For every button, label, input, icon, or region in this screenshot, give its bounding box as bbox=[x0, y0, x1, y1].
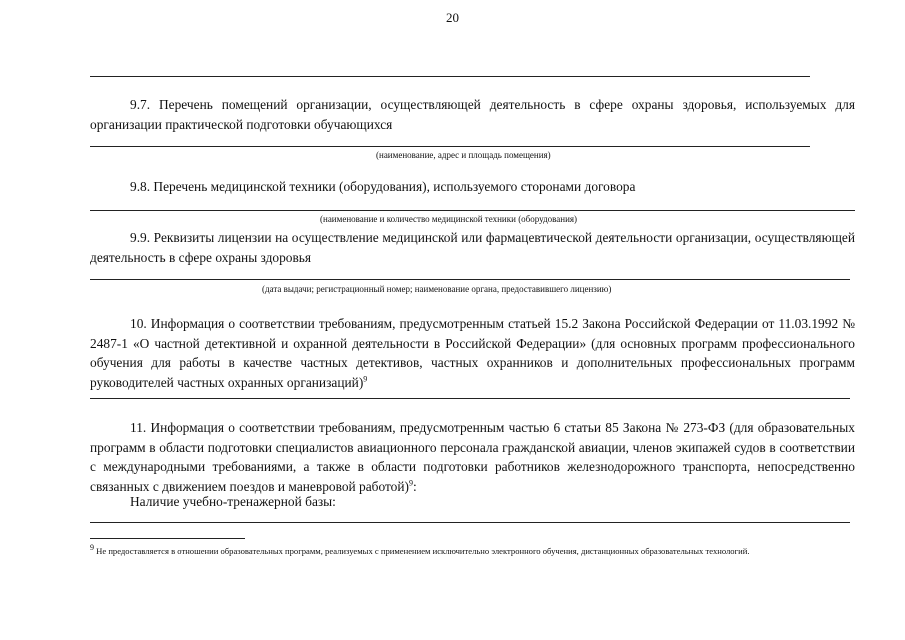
section-11-tail: : bbox=[413, 478, 417, 494]
section-10-text bbox=[90, 314, 855, 392]
section-9-8-text: 9.8. Перечень медицинской техники (оборудования), используемого сторонами договора bbox=[130, 179, 636, 194]
section-11-body: 11. Информация о соответствии требованиям, предусмотренным частью 6 статьи 85 Закона № 273-ФЗ (для образовательных программ в области подготовки специалистов авиационного персонала гражданской авиации, членов экипажей судов в соответствии с международными требованиями, а также в области подготовки работников железнодорожного транспорта, непосредственно связанных с движением поездов и маневровой работой) bbox=[90, 420, 855, 494]
section-9-7-caption: (наименование, адрес и площадь помещения) bbox=[376, 150, 551, 160]
fill-line bbox=[90, 522, 850, 523]
section-11-subheading: Наличие учебно-тренажерной базы: bbox=[130, 494, 336, 509]
footnote bbox=[90, 545, 855, 558]
section-9-8-caption: (наименование и количество медицинской техники (оборудования) bbox=[320, 214, 578, 224]
section-10-body: 10. Информация о соответствии требованиям, предусмотренным статьей 15.2 Закона Российской Федерации от 11.03.1992 № 2487-1 «О частной детективной и охранной деятельности в Российской Федерации» (для основных программ профессионального обучения для работы в качестве частных детективов, частных охранников и дополнительных профессиональных программ руководителей частных охранных организаций) bbox=[90, 316, 855, 390]
fill-line bbox=[90, 279, 850, 280]
section-11-text bbox=[90, 418, 855, 496]
section-9-9-text: 9.9. Реквизиты лицензии на осуществление медицинской или фармацевтической деятельности организации, осуществляющей деятельность в сфере охраны здоровья bbox=[90, 230, 855, 265]
footnote-mark: 9 bbox=[409, 478, 413, 488]
section-9-9-caption: (дата выдачи; регистрационный номер; наименование органа, предоставившего лицензию) bbox=[262, 284, 612, 294]
footnote-mark: 9 bbox=[363, 374, 368, 384]
page-number: 20 bbox=[446, 10, 459, 25]
fill-line bbox=[90, 146, 810, 147]
footnote-text: Не предоставляется в отношении образовательных программ, реализуемых с применением исключительно электронного обучения, дистанционных образовательных технологий. bbox=[94, 546, 750, 556]
fill-line bbox=[90, 210, 855, 211]
fill-line bbox=[90, 398, 850, 399]
footnote-mark: 9 bbox=[90, 543, 94, 553]
section-9-7-text: 9.7. Перечень помещений организации, осуществляющей деятельность в сфере охраны здоровья, используемых для организации практической подготовки обучающихся bbox=[90, 97, 855, 132]
footnote-separator bbox=[90, 538, 245, 539]
fill-line bbox=[90, 76, 810, 77]
